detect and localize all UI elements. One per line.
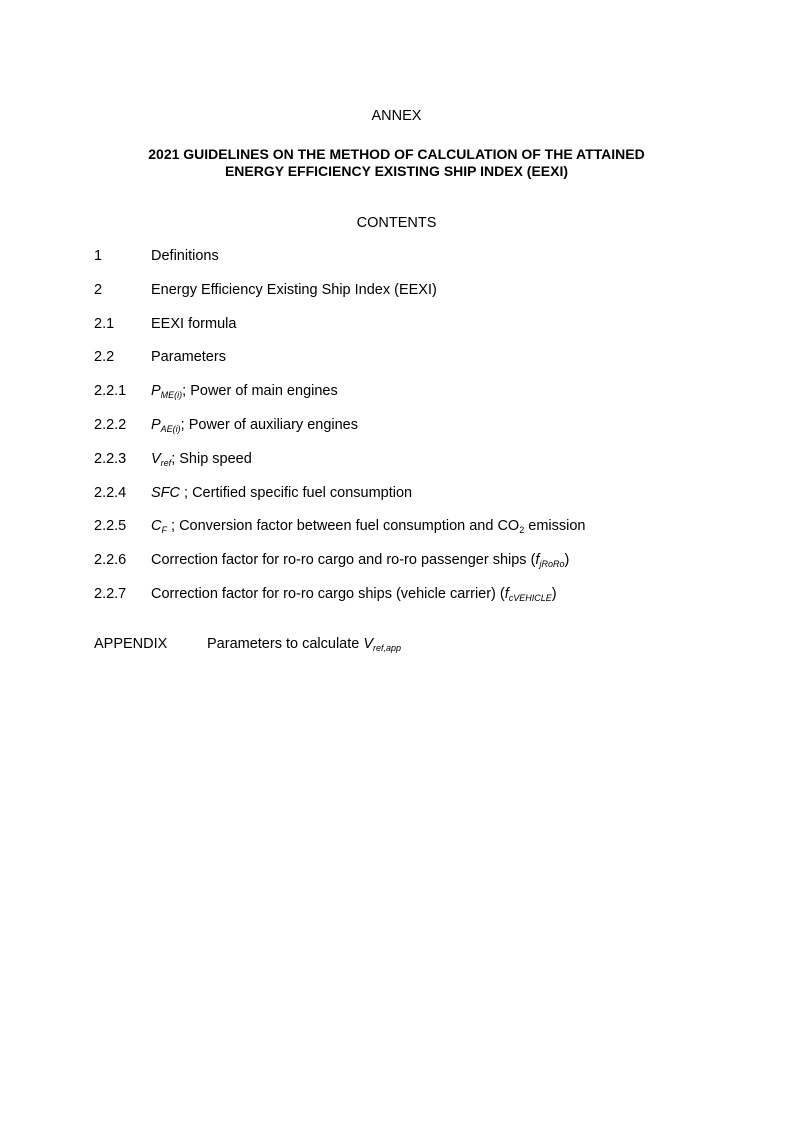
symbol: P	[151, 416, 161, 433]
toc-number: 1	[94, 248, 103, 264]
symbol: f	[535, 552, 540, 569]
toc-title	[151, 485, 412, 501]
symbol-subscript: AE(i)	[160, 423, 181, 434]
symbol-subscript: jRoRo	[539, 559, 565, 570]
toc-title: Definitions	[151, 248, 219, 264]
toc-item-2-2-2	[94, 417, 734, 451]
annex-label: ANNEX	[371, 108, 422, 124]
toc-title-text: ; Ship speed	[171, 450, 252, 467]
table-of-contents	[94, 248, 734, 620]
closing-paren: )	[551, 585, 557, 602]
toc-title-text: ; Power of auxiliary engines	[180, 416, 358, 433]
toc-number: 2.2.7	[94, 585, 127, 602]
appendix-title-text: Parameters to calculate	[207, 636, 364, 652]
toc-title	[151, 383, 338, 399]
toc-title: Energy Efficiency Existing Ship Index (EEXI)	[151, 281, 437, 298]
appendix-label: APPENDIX	[94, 636, 168, 652]
symbol-subscript: ref,app	[373, 643, 402, 653]
toc-title	[151, 586, 557, 602]
symbol: SFC	[151, 484, 180, 501]
toc-item-1	[94, 248, 734, 282]
toc-item-2-1	[94, 316, 734, 350]
toc-item-2-2-3	[94, 451, 734, 485]
toc-number: 2	[94, 281, 103, 298]
toc-title	[151, 552, 569, 568]
symbol-subscript: ref	[160, 457, 172, 468]
toc-item-2-2-5	[94, 518, 734, 552]
toc-title-text: ; Conversion factor between fuel consumption and CO	[166, 518, 520, 535]
toc-number: 2.1	[94, 315, 115, 332]
toc-title-text: ; Certified specific fuel consumption	[180, 484, 413, 501]
toc-title	[151, 451, 252, 467]
document-title	[0, 146, 793, 180]
toc-number: 2.2.1	[94, 383, 127, 400]
symbol: V	[363, 636, 374, 652]
toc-number: 2.2.3	[94, 450, 127, 467]
symbol: C	[151, 518, 162, 535]
toc-number: 2.2.2	[94, 416, 127, 433]
co2-subscript: 2	[519, 525, 525, 536]
toc-item-2-2	[94, 349, 734, 383]
toc-title	[151, 518, 585, 534]
title-line-2: ENERGY EFFICIENCY EXISTING SHIP INDEX (EEXI)	[224, 163, 569, 179]
symbol: P	[151, 383, 161, 400]
toc-title-text: ; Power of main engines	[182, 383, 338, 400]
toc-item-2	[94, 282, 734, 316]
toc-item-2-2-6	[94, 552, 734, 586]
toc-number: 2.2.6	[94, 552, 127, 569]
toc-item-2-2-7	[94, 586, 734, 620]
toc-title-text: Correction factor for ro-ro cargo and ro-ro passenger ships (	[151, 552, 536, 569]
symbol-subscript: cVEHICLE	[508, 592, 552, 603]
symbol: V	[151, 450, 161, 467]
closing-paren: )	[564, 552, 570, 569]
toc-number: 2.2.5	[94, 518, 127, 535]
appendix-title	[207, 636, 401, 652]
toc-number: 2.2.4	[94, 484, 127, 501]
toc-number: 2.2	[94, 349, 115, 366]
toc-title: EEXI formula	[151, 315, 237, 332]
symbol-subscript: F	[161, 525, 167, 536]
toc-title: Parameters	[151, 349, 226, 366]
title-line-1: 2021 GUIDELINES ON THE METHOD OF CALCULATION OF THE ATTAINED	[148, 146, 645, 162]
symbol-subscript: ME(i)	[160, 390, 183, 401]
symbol: f	[504, 585, 509, 602]
toc-title-text-end: emission	[524, 518, 586, 535]
toc-title	[151, 417, 358, 433]
toc-title-text: Correction factor for ro-ro cargo ships (vehicle carrier) (	[151, 585, 505, 602]
contents-heading: CONTENTS	[356, 215, 437, 231]
toc-item-2-2-1	[94, 383, 734, 417]
toc-item-2-2-4	[94, 485, 734, 519]
